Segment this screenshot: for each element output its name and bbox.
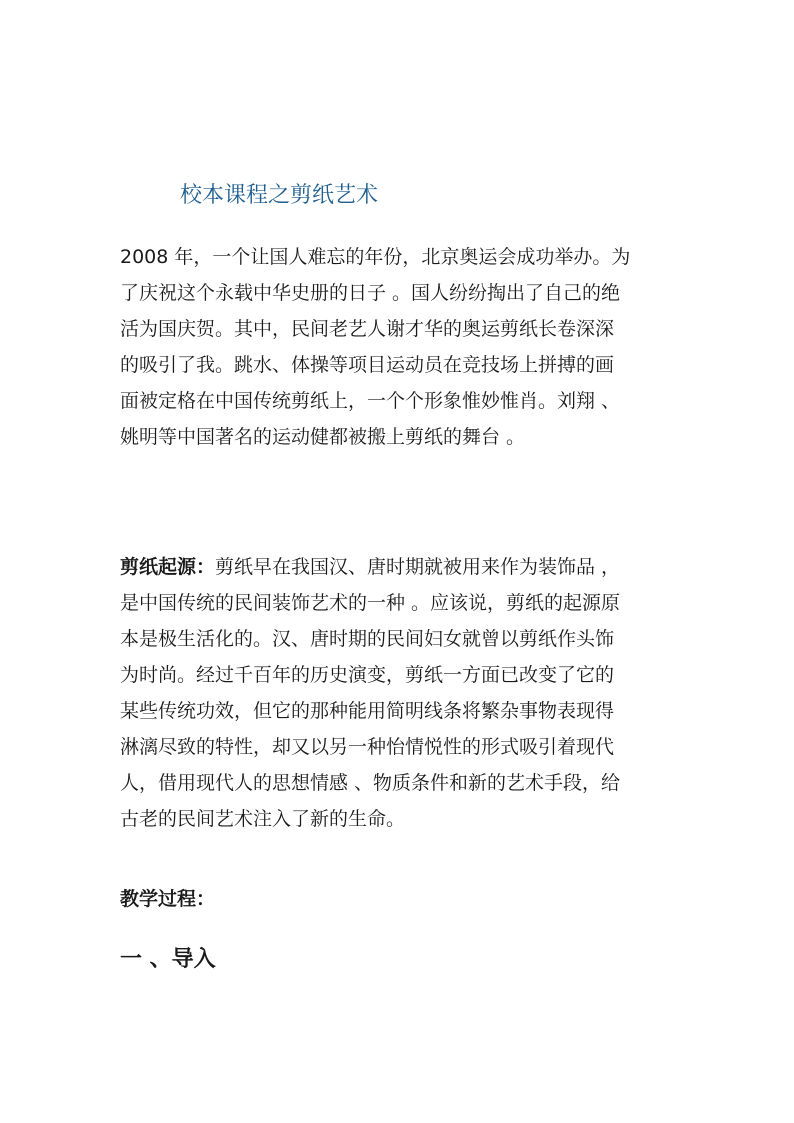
intro-line-4: 的吸引了我。跳水、体操等项目运动员在竞技场上拼搏的画 — [120, 354, 615, 376]
origin-line-5: 某些传统功效，但它的那种能用简明线条将繁杂事物表现得 — [120, 700, 615, 722]
intro-line-2: 了庆祝这个永载中华史册的日子 。国人纷纷掏出了自己的绝 — [120, 282, 621, 304]
origin-label: 剪纸起源： — [120, 556, 216, 578]
intro-line-5: 面被定格在中国传统剪纸上，一个个形象惟妙惟肖。刘翔 、 — [120, 390, 621, 412]
origin-first-line-text: 剪纸早在我国汉、唐时期就被用来作为装饰品 ， — [215, 556, 621, 578]
teaching-process-heading: 教学过程： — [120, 888, 216, 910]
document-title: 校本课程之剪纸艺术 — [180, 183, 379, 208]
origin-line-2: 是中国传统的民间装饰艺术的一种 。应该说，剪纸的起源原 — [120, 592, 621, 614]
origin-line-4: 为时尚。经过千百年的历史演变，剪纸一方面已改变了它的 — [120, 664, 615, 686]
intro-line-3: 活为国庆贺。其中，民间老艺人谢才华的奥运剪纸长卷深深 — [120, 318, 615, 340]
intro-line-1: 2008 年，一个让国人难忘的年份，北京奥运会成功举办。为 — [120, 246, 631, 268]
origin-line-6: 淋漓尽致的特性，却又以另一种怡情悦性的形式吸引着现代 — [120, 736, 615, 758]
origin-line-7: 人，借用现代人的思想情感 、物质条件和新的艺术手段，给 — [120, 772, 621, 794]
intro-line-6: 姚明等中国著名的运动健都被搬上剪纸的舞台 。 — [120, 426, 526, 448]
origin-paragraph — [120, 549, 680, 837]
origin-line-8: 古老的民间艺术注入了新的生命。 — [120, 808, 406, 830]
section-one-heading: 一 、导入 — [120, 947, 216, 972]
intro-paragraph — [120, 239, 680, 455]
origin-line-1 — [120, 549, 680, 585]
origin-line-3: 本是极生活化的。汉、唐时期的民间妇女就曾以剪纸作头饰 — [120, 628, 615, 650]
